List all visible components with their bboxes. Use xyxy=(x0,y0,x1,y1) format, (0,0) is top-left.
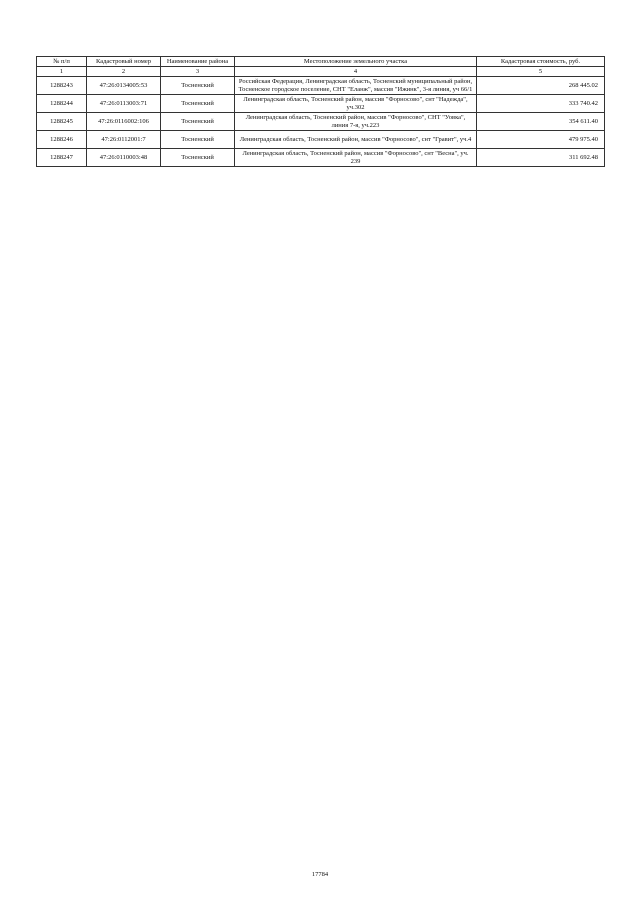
page-number: 17784 xyxy=(311,871,329,878)
cadastral-cost: 333 740.42 xyxy=(477,95,605,113)
district-name: Тосненский xyxy=(161,77,235,95)
row-number: 1288244 xyxy=(37,95,87,113)
cadastral-cost: 311 692.48 xyxy=(477,149,605,167)
row-number: 1288246 xyxy=(37,131,87,149)
cadastral-number: 47:26:0116002:106 xyxy=(87,113,161,131)
district-name: Тосненский xyxy=(161,149,235,167)
header-cell-location: Местоположение земельного участка xyxy=(235,57,477,67)
column-number-3: 3 xyxy=(161,67,235,77)
district-name: Тосненский xyxy=(161,113,235,131)
land-location: Российская Федерация, Ленинградская область, Тосненский муниципальный район, Тосненское городское поселение, СНТ "Еланж", массив "Ижинк", 3-я линия, уч 66/1 xyxy=(235,77,477,95)
header-cell-number: № п/п xyxy=(37,57,87,67)
cadastral-cost: 354 611.40 xyxy=(477,113,605,131)
row-number: 1288243 xyxy=(37,77,87,95)
cadastral-table-page xyxy=(36,56,604,167)
table-row xyxy=(37,149,605,167)
land-location: Ленинградская область, Тосненский район, массив "Форносово", снт "Гравит", уч.4 xyxy=(235,131,477,149)
table-row xyxy=(37,95,605,113)
land-location: Ленинградская область, Тосненский район, массив "Форносово", снт "Весна", уч. 239 xyxy=(235,149,477,167)
cadastral-number: 47:26:0134005:53 xyxy=(87,77,161,95)
land-location: Ленинградская область, Тосненский район, массив "Форносово", снт "Надежда", уч.302 xyxy=(235,95,477,113)
cadastral-cost: 268 445.02 xyxy=(477,77,605,95)
cadastral-table xyxy=(36,56,605,167)
cadastral-cost: 479 975.40 xyxy=(477,131,605,149)
land-location: Ленинградская область, Тосненский район, массив "Форносово", СНТ "Уовка", линия 7-я, уч.223 xyxy=(235,113,477,131)
district-name: Тосненский xyxy=(161,131,235,149)
cadastral-number: 47:26:0110003:48 xyxy=(87,149,161,167)
header-cell-cadastral: Кадастровый номер xyxy=(87,57,161,67)
cadastral-number: 47:26:0112001:7 xyxy=(87,131,161,149)
table-header xyxy=(37,57,605,77)
row-number: 1288245 xyxy=(37,113,87,131)
cadastral-number: 47:26:0113003:71 xyxy=(87,95,161,113)
header-cell-district: Наименование района xyxy=(161,57,235,67)
district-name: Тосненский xyxy=(161,95,235,113)
column-number-1: 1 xyxy=(37,67,87,77)
header-cell-cost: Кадастровая стоимость, руб. xyxy=(477,57,605,67)
row-number: 1288247 xyxy=(37,149,87,167)
table-row xyxy=(37,77,605,95)
column-number-5: 5 xyxy=(477,67,605,77)
table-row xyxy=(37,131,605,149)
table-body xyxy=(37,77,605,167)
column-number-4: 4 xyxy=(235,67,477,77)
table-row xyxy=(37,113,605,131)
column-number-2: 2 xyxy=(87,67,161,77)
